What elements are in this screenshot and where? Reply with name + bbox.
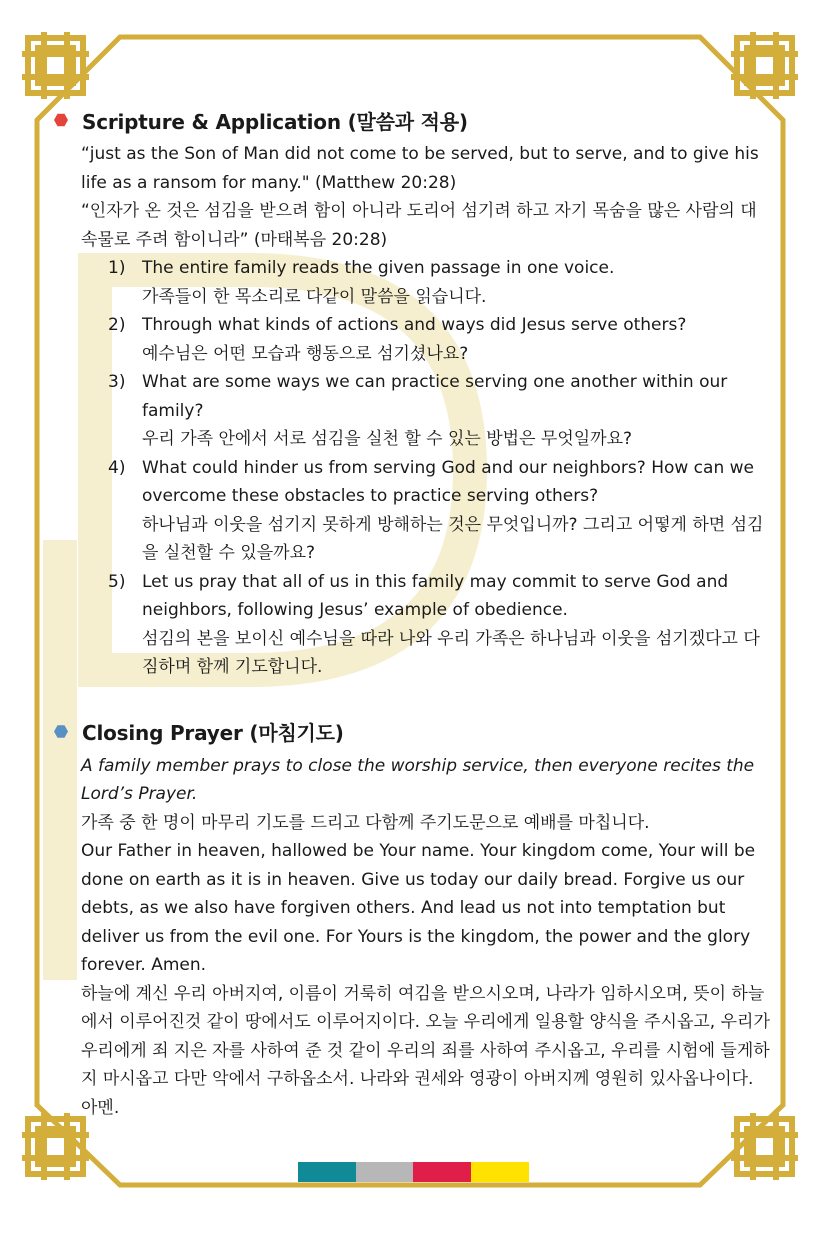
- item-number: 2): [108, 315, 126, 335]
- application-list: [50, 254, 770, 682]
- item-english: Let us pray that all of us in this family may commit to serve God and neighbors, following Jesus’ example of obedience.: [142, 571, 729, 620]
- item-english: What could hinder us from serving God and our neighbors? How can we overcome these obstacles to practice serving others?: [142, 457, 754, 506]
- item-english: What are some ways we can practice serving one another within our family?: [142, 372, 728, 421]
- scripture-header: [50, 100, 770, 140]
- scripture-title: Scripture & Application (말씀과 적용): [82, 109, 468, 134]
- item-korean: 우리 가족 안에서 서로 섬김을 실천 할 수 있는 방법은 무엇일까요?: [142, 429, 633, 449]
- item-number: 3): [108, 372, 126, 392]
- item-korean: 섬김의 본을 보이신 예수님을 따라 나와 우리 가족은 하나님과 이웃을 섬기겠다고 다짐하며 함께 기도합니다.: [142, 628, 760, 677]
- verse-korean: “인자가 온 것은 섬김을 받으려 함이 아니라 도리어 섬기려 하고 자기 목숨을 많은 사람의 대속물로 주려 함이니라” (마태복음 20:28): [81, 201, 757, 250]
- item-english: Through what kinds of actions and ways did Jesus serve others?: [142, 315, 687, 335]
- verse-english: “just as the Son of Man did not come to be served, but to serve, and to give his life as a ransom for many." (Matthew 20:28): [81, 144, 759, 193]
- page-content: [50, 100, 770, 1122]
- hexagon-bullet-icon: [54, 113, 68, 127]
- list-item: [108, 254, 770, 311]
- closing-instruction-english: A family member prays to close the worship service, then everyone recites the Lord’s Prayer.: [81, 755, 755, 804]
- item-korean: 하나님과 이웃을 섬기지 못하게 방해하는 것은 무엇입니까? 그리고 어떻게 하면 섬김을 실천할 수 있을까요?: [142, 514, 764, 563]
- color-bar-gray: [356, 1162, 413, 1182]
- list-item: [108, 454, 770, 568]
- color-bar-teal: [298, 1162, 356, 1182]
- closing-title: Closing Prayer (마침기도): [82, 721, 344, 745]
- lords-prayer-korean: 하늘에 계신 우리 아버지여, 이름이 거룩히 여김을 받으시오며, 나라가 임하시오며, 뜻이 하늘에서 이루어진것 같이 땅에서도 이루어지이다. 오늘 우리에게 일용할 양식을 주시옵고, 우리가 우리에게 죄 지은 자를 사하여 준 것 같이 우리의 죄를 사하여 주시옵고, 우리를 시험에 들게하지 마시옵고 다만 악에서 구하옵소서. 나라와 권세와 영광이 아버지께 영원히 있사옵나이다. 아멘.: [81, 983, 770, 1118]
- item-number: 1): [108, 258, 126, 278]
- item-korean: 예수님은 어떤 모습과 행동으로 섬기셨나요?: [142, 343, 469, 364]
- list-item: [108, 311, 770, 368]
- color-bar-red: [413, 1162, 471, 1182]
- lords-prayer-english: Our Father in heaven, hallowed be Your name. Your kingdom come, Your will be done on earth as it is in heaven. Give us today our daily bread. Forgive us our debts, as we also have forgiven others. And lead us not into temptation but deliver us from the evil one. For Yours is the kingdom, the power and the glory forever. Amen.: [81, 841, 756, 975]
- item-korean: 가족들이 한 목소리로 다같이 말씀을 읽습니다.: [142, 286, 487, 307]
- item-number: 4): [108, 457, 126, 478]
- list-item: [108, 368, 770, 454]
- color-bar-yellow: [471, 1162, 529, 1182]
- closing-header: [50, 712, 770, 752]
- item-number: 5): [108, 571, 126, 592]
- hexagon-bullet-icon: [54, 725, 68, 739]
- list-item: [108, 568, 770, 682]
- item-english: The entire family reads the given passage in one voice.: [142, 258, 615, 278]
- closing-instruction-korean: 가족 중 한 명이 마무리 기도를 드리고 다함께 주기도문으로 예배를 마칩니다.: [81, 812, 650, 833]
